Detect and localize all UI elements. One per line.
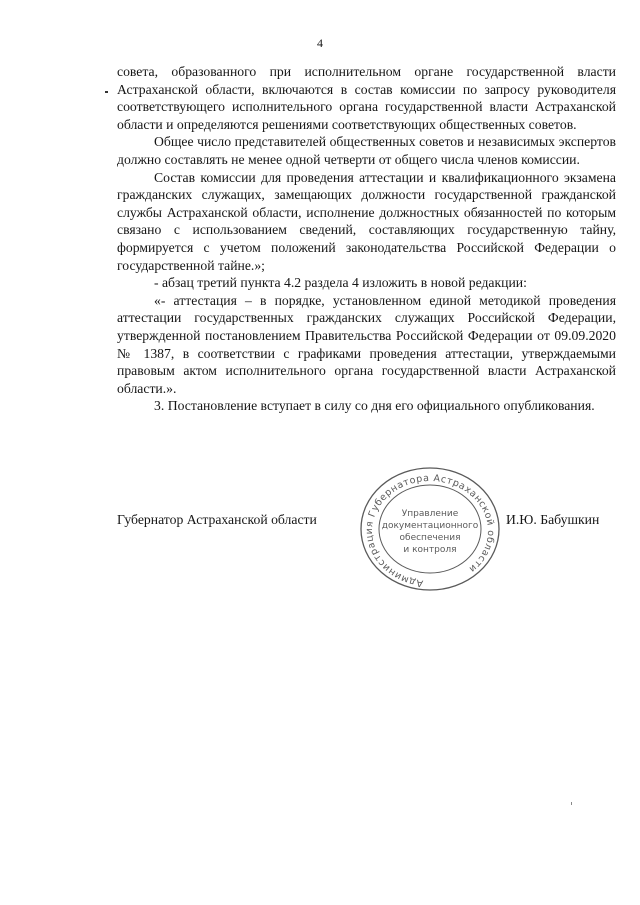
signature-title: Губернатор Астраханской области — [117, 512, 317, 527]
stamp-line-3: обеспечения — [399, 533, 461, 543]
paragraph-5: «- аттестация – в порядке, установленном единой методикой проведения аттестации государственных гражданских служащих Российской Федерации, утвержденной постановлением Правительства Российской Федерации от 09.09.2020 № 1387, в соответствии с графиками проведения аттестации, утверждаемыми правовым актом исполнительного органа государственной власти Астраханской области.». — [117, 292, 616, 396]
official-stamp — [356, 461, 504, 597]
stamp-line-2: документационного — [381, 521, 479, 531]
stray-mark — [105, 91, 108, 93]
bottom-mark — [571, 802, 572, 805]
paragraph-4: - абзац третий пункта 4.2 раздела 4 изложить в новой редакции: — [154, 275, 527, 291]
paragraph-6: 3. Постановление вступает в силу со дня его официального опубликования. — [154, 398, 595, 414]
paragraph-2: Общее число представителей общественных советов и независимых экспертов должно составлять не менее одной четверти от общего числа членов комиссии. — [117, 134, 616, 167]
document-body — [117, 63, 616, 415]
signature-name: И.Ю. Бабушкин — [506, 512, 600, 527]
paragraph-1: совета, образованного при исполнительном органе государственной власти Астраханской области, включаются в состав комиссии по запросу руководителя соответствующего исполнительного органа государственной власти Астраханской области и определяются решениями соответствующих общественных советов. — [117, 64, 616, 132]
stamp-graphic — [356, 461, 504, 597]
stamp-line-1: Управление — [401, 509, 459, 519]
stamp-line-4: и контроля — [403, 545, 457, 555]
paragraph-3: Состав комиссии для проведения аттестации и квалификационного экзамена гражданских служащих, замещающих должности государственной гражданской службы Астраханской области, исполнение должностных обязанностей по которым связано с использованием сведений, составляющих государственную тайну, формируется с учетом положений законодательства Российской Федерации о государственной тайне.»; — [117, 169, 616, 273]
page-number: 4 — [317, 36, 323, 50]
stamp-ring-text: Администрация Губернатора Астраханской области — [364, 472, 497, 589]
